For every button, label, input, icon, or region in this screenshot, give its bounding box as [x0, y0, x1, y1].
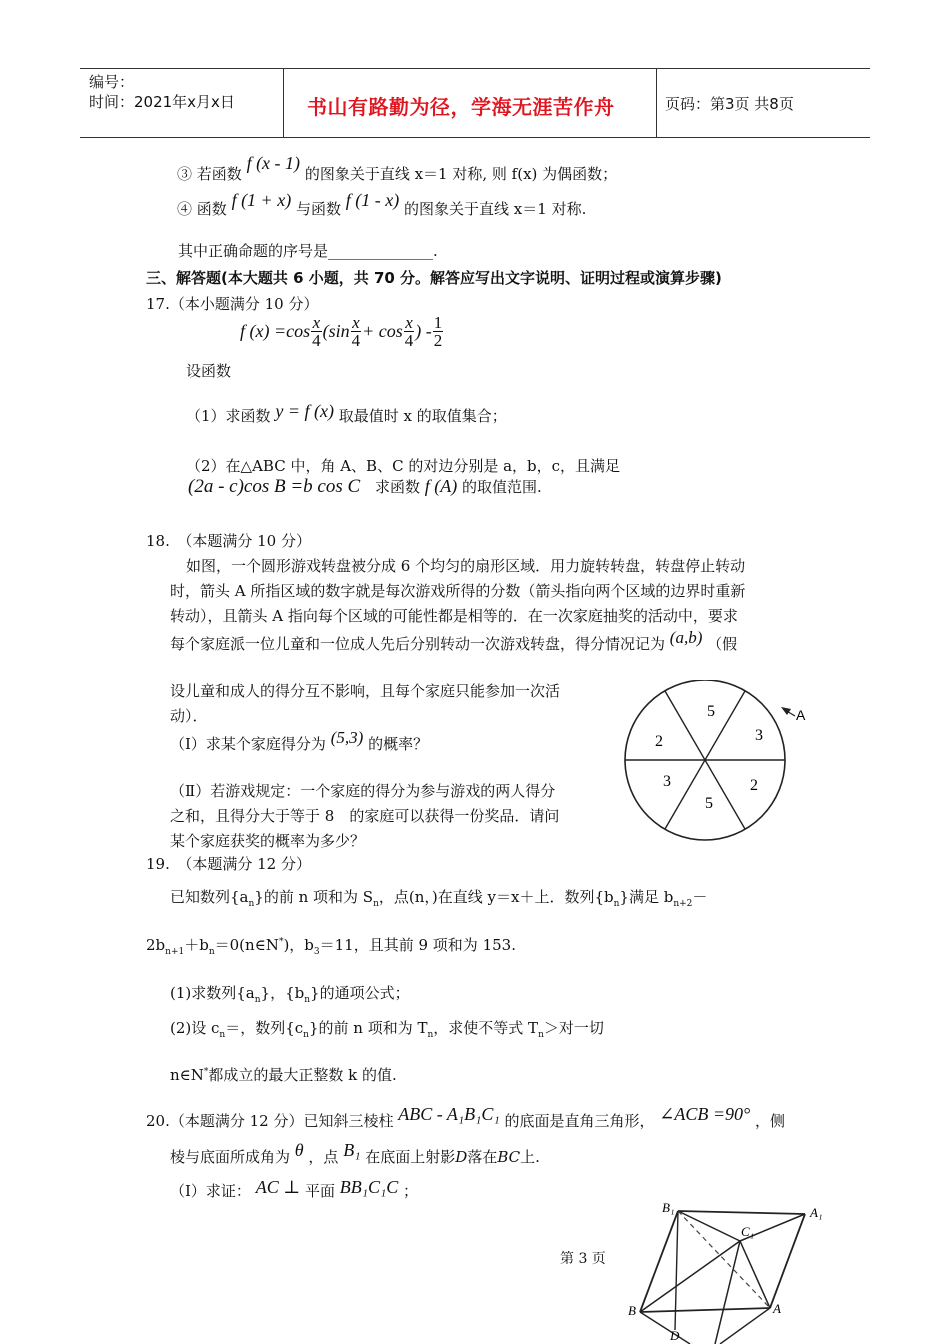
- q18-title: 18. （本题满分 10 分）: [146, 532, 311, 550]
- math: y = f (x): [275, 401, 334, 421]
- q19-title: 19. （本题满分 12 分）: [146, 855, 311, 873]
- q17-part-2-line-1: （2）在△ABC 中，角 A、B、C 的对边分别是 a，b，c，且满足: [186, 457, 621, 475]
- header-motto: 书山有路勤为径，学海无涯苦作舟: [307, 95, 615, 119]
- section-title: 三、解答题(本大题共 6 小题，共 70 分。解答应写出文字说明、证明过程或演算步骤): [146, 269, 722, 287]
- vertex-label-a1: A₁: [810, 1205, 823, 1220]
- prism-edge-a1a: [770, 1214, 805, 1308]
- text: )，b: [283, 936, 314, 954]
- answer-blank-line: 其中正确命题的序号是______________.: [178, 242, 438, 260]
- subscript: n: [248, 899, 255, 909]
- subscript: n: [427, 1030, 434, 1040]
- q18-part-1: [170, 728, 429, 754]
- subscript: n: [254, 995, 261, 1005]
- q18-line-3: 转动），且箭头 A 指向每个区域的可能性都是相等的．在一次家庭抽奖的活动中，要求: [170, 607, 738, 625]
- text: 的概率？: [368, 735, 429, 753]
- text: ，求使不等式 T: [433, 1019, 539, 1037]
- subscript: n: [613, 899, 620, 909]
- text: ，点: [308, 1148, 339, 1166]
- q17-title: 17.（本小题满分 10 分）: [146, 295, 319, 313]
- text: n∈N: [170, 1066, 204, 1084]
- text: ＝0(n∈N: [214, 936, 279, 954]
- pointer-arrow-label: A: [796, 707, 806, 723]
- wheel-segment-label: 5: [707, 703, 715, 720]
- prop4-function-1: f (1 + x): [231, 190, 292, 210]
- subscript: n+1: [165, 947, 185, 957]
- text: 的取值范围.: [462, 478, 542, 496]
- prop4-mid: 与函数: [295, 200, 341, 218]
- text: 都成立的最大正整数 k 的值.: [208, 1066, 397, 1084]
- text: 上.: [520, 1148, 540, 1166]
- prop3-tail: 的图象关于直线 x＝1 对称, 则 f(x) 为偶函数；: [304, 165, 618, 183]
- text: ；: [403, 1182, 419, 1200]
- text: －: [692, 888, 708, 906]
- pointer-arrow-head: [781, 707, 791, 715]
- fraction: $\frac{1}{2}$: [433, 313, 443, 350]
- text: ＝，数列{c: [225, 1019, 304, 1037]
- prism-base-edge: [720, 1308, 770, 1344]
- text: 平面: [304, 1182, 335, 1200]
- wheel-segment-label: 3: [663, 773, 671, 790]
- text: }的前 n 项和为 T: [308, 1019, 428, 1037]
- formula-part: (sin: [322, 321, 350, 341]
- q20-line-1: [146, 1104, 786, 1131]
- text: （Ⅰ）求某个家庭得分为: [170, 735, 326, 753]
- q19-part-2-cont: [170, 1064, 397, 1085]
- text: 落在: [467, 1148, 498, 1166]
- math: (a,b): [669, 628, 703, 647]
- q20-line-2: [170, 1140, 540, 1167]
- header-page-label: 页码：第3页 共8页: [665, 95, 794, 113]
- wheel-segment-label: 2: [655, 733, 663, 750]
- math: ABC - A₁B₁C₁: [398, 1104, 500, 1124]
- wheel-segment-label: 5: [705, 795, 713, 812]
- math: (5,3): [330, 728, 364, 747]
- subscript: n: [304, 995, 311, 1005]
- text: }的通项公式；: [310, 984, 410, 1002]
- fraction: $\frac{x}{4}$: [312, 313, 321, 350]
- text: ＋b: [184, 936, 209, 954]
- math: (2a - c)cos B =b cos C: [188, 476, 361, 497]
- spinner-wheel-figure: [615, 680, 815, 850]
- prism-diagonal-dashed: [678, 1211, 770, 1308]
- prism-edge-b1a1: [678, 1211, 805, 1214]
- text: 每个家庭派一位儿童和一位成人先后分别转动一次游戏转盘，得分情况记为: [170, 635, 666, 653]
- formula-part: ) -: [415, 321, 432, 341]
- page-header: [80, 68, 870, 138]
- fraction: $\frac{x}{4}$: [404, 313, 414, 350]
- math: BB₁C₁C: [339, 1177, 399, 1197]
- prism-edge-b1b: [640, 1211, 678, 1312]
- text: （假: [707, 635, 738, 653]
- subscript: n: [303, 1030, 309, 1040]
- q17-part-2-line-2: [188, 476, 542, 498]
- q19-part-1: [170, 982, 410, 1005]
- vertex-label-b1: B₁: [662, 1200, 675, 1215]
- prop3-function: f (x - 1): [246, 153, 301, 173]
- prop4-tail: 的图象关于直线 x＝1 对称.: [404, 200, 587, 218]
- q17-set-function: 设函数: [186, 362, 232, 380]
- text: }满足 b: [619, 888, 674, 906]
- q18-part-2-line-2: 之和，且得分大于等于 8 的家庭可以获得一份奖品．请问: [170, 807, 560, 825]
- q18-line-6: 动）．: [170, 707, 208, 725]
- text: 2b: [146, 936, 166, 954]
- prop4-lead: ④ 函数: [177, 200, 227, 218]
- wheel-segment-label: 3: [755, 727, 763, 744]
- prop4-function-2: f (1 - x): [345, 190, 400, 210]
- q18-line-5: 设儿童和成人的得分互不影响，且每个家庭只能参加一次活: [170, 682, 561, 700]
- superscript: *: [203, 1067, 209, 1077]
- prop3-lead: ③ 若函数: [177, 165, 242, 183]
- superscript: *: [278, 937, 284, 947]
- subscript: n: [208, 947, 215, 957]
- vertex-label-b: B: [628, 1303, 636, 1318]
- q18-line-2: 时，箭头 A 所指区域的数字就是每次游戏所得的分数（箭头指向两个区域的边界时重新: [170, 582, 746, 600]
- math: θ: [294, 1140, 304, 1160]
- text: }，{b: [260, 984, 305, 1002]
- header-time-label: 时间：2021年x月x日: [89, 93, 235, 111]
- prism-projection-line: [675, 1211, 678, 1330]
- math: f (A): [424, 476, 458, 496]
- text: 的底面是直角三角形，: [504, 1112, 655, 1130]
- subscript: n: [219, 1030, 226, 1040]
- prism-edge-b1c1: [678, 1211, 740, 1241]
- vertex-label-c1: C₁: [741, 1224, 755, 1239]
- math: B₁: [343, 1140, 361, 1160]
- header-divider: [283, 69, 284, 137]
- wheel-segment-label: 2: [750, 777, 758, 794]
- text: 20.（本题满分 12 分）已知斜三棱柱: [146, 1112, 394, 1130]
- header-code-label: 编号：: [89, 73, 135, 91]
- text: ＞对一切: [543, 1019, 604, 1037]
- subscript: 3: [313, 947, 320, 957]
- text: （1）求函数: [186, 407, 271, 425]
- prism-base-edge: [640, 1312, 690, 1344]
- subscript: n: [538, 1030, 544, 1040]
- fraction: $\frac{x}{4}$: [351, 313, 361, 350]
- q17-formula: [240, 314, 444, 349]
- prism-edge-c1a: [740, 1241, 770, 1308]
- text: ，点(n，)在直线 y＝x＋上．数列{b: [378, 888, 614, 906]
- math: ∠ACB =90°: [659, 1104, 751, 1124]
- text: ，侧: [755, 1112, 786, 1130]
- q18-part-2-line-3: 某个家庭获奖的概率为多少？: [170, 832, 366, 850]
- proposition-3: [177, 153, 618, 184]
- text: 已知数列{a: [170, 888, 249, 906]
- text: (2)设 c: [170, 1019, 220, 1037]
- text: }的前 n 项和为 S: [254, 888, 374, 906]
- formula-part: + cos: [362, 321, 403, 341]
- subscript: n+2: [673, 899, 693, 909]
- header-divider: [656, 69, 657, 137]
- text: (1)求数列{a: [170, 984, 255, 1002]
- formula-lhs: f (x) =cos: [240, 321, 311, 341]
- footer-page-number: 第 3 页: [560, 1251, 606, 1267]
- oblique-prism-figure: [620, 1195, 835, 1344]
- prism-edge-ba: [640, 1308, 770, 1312]
- vertex-label-d: D: [670, 1328, 680, 1343]
- math: AC ⊥: [255, 1177, 301, 1197]
- q19-line-1: [170, 886, 707, 909]
- q19-line-2: [146, 934, 516, 957]
- q18-line-1: 如图，一个圆形游戏转盘被分成 6 个均匀的扇形区域．用力旋转转盘，转盘停止转动: [186, 557, 746, 575]
- q17-part-1: [186, 401, 507, 426]
- vertex-label-a: A: [773, 1301, 781, 1316]
- q20-part-1: [170, 1177, 419, 1201]
- q18-line-4: [170, 628, 738, 654]
- subscript: n: [373, 899, 379, 909]
- q18-part-2-line-1: （Ⅱ）若游戏规定：一个家庭的得分为参与游戏的两人得分: [170, 782, 556, 800]
- q19-part-2: [170, 1017, 604, 1040]
- text: 棱与底面所成角为: [170, 1148, 291, 1166]
- text: BC: [497, 1148, 521, 1166]
- text: 在底面上射影: [365, 1148, 456, 1166]
- text: ＝11，且其前 9 项和为 153.: [319, 936, 516, 954]
- text: 求函数: [374, 478, 420, 496]
- text: （Ⅰ）求证：: [170, 1182, 251, 1200]
- proposition-4: [177, 190, 587, 219]
- text: 取最值时 x 的取值集合；: [338, 407, 507, 425]
- text: D: [455, 1148, 468, 1166]
